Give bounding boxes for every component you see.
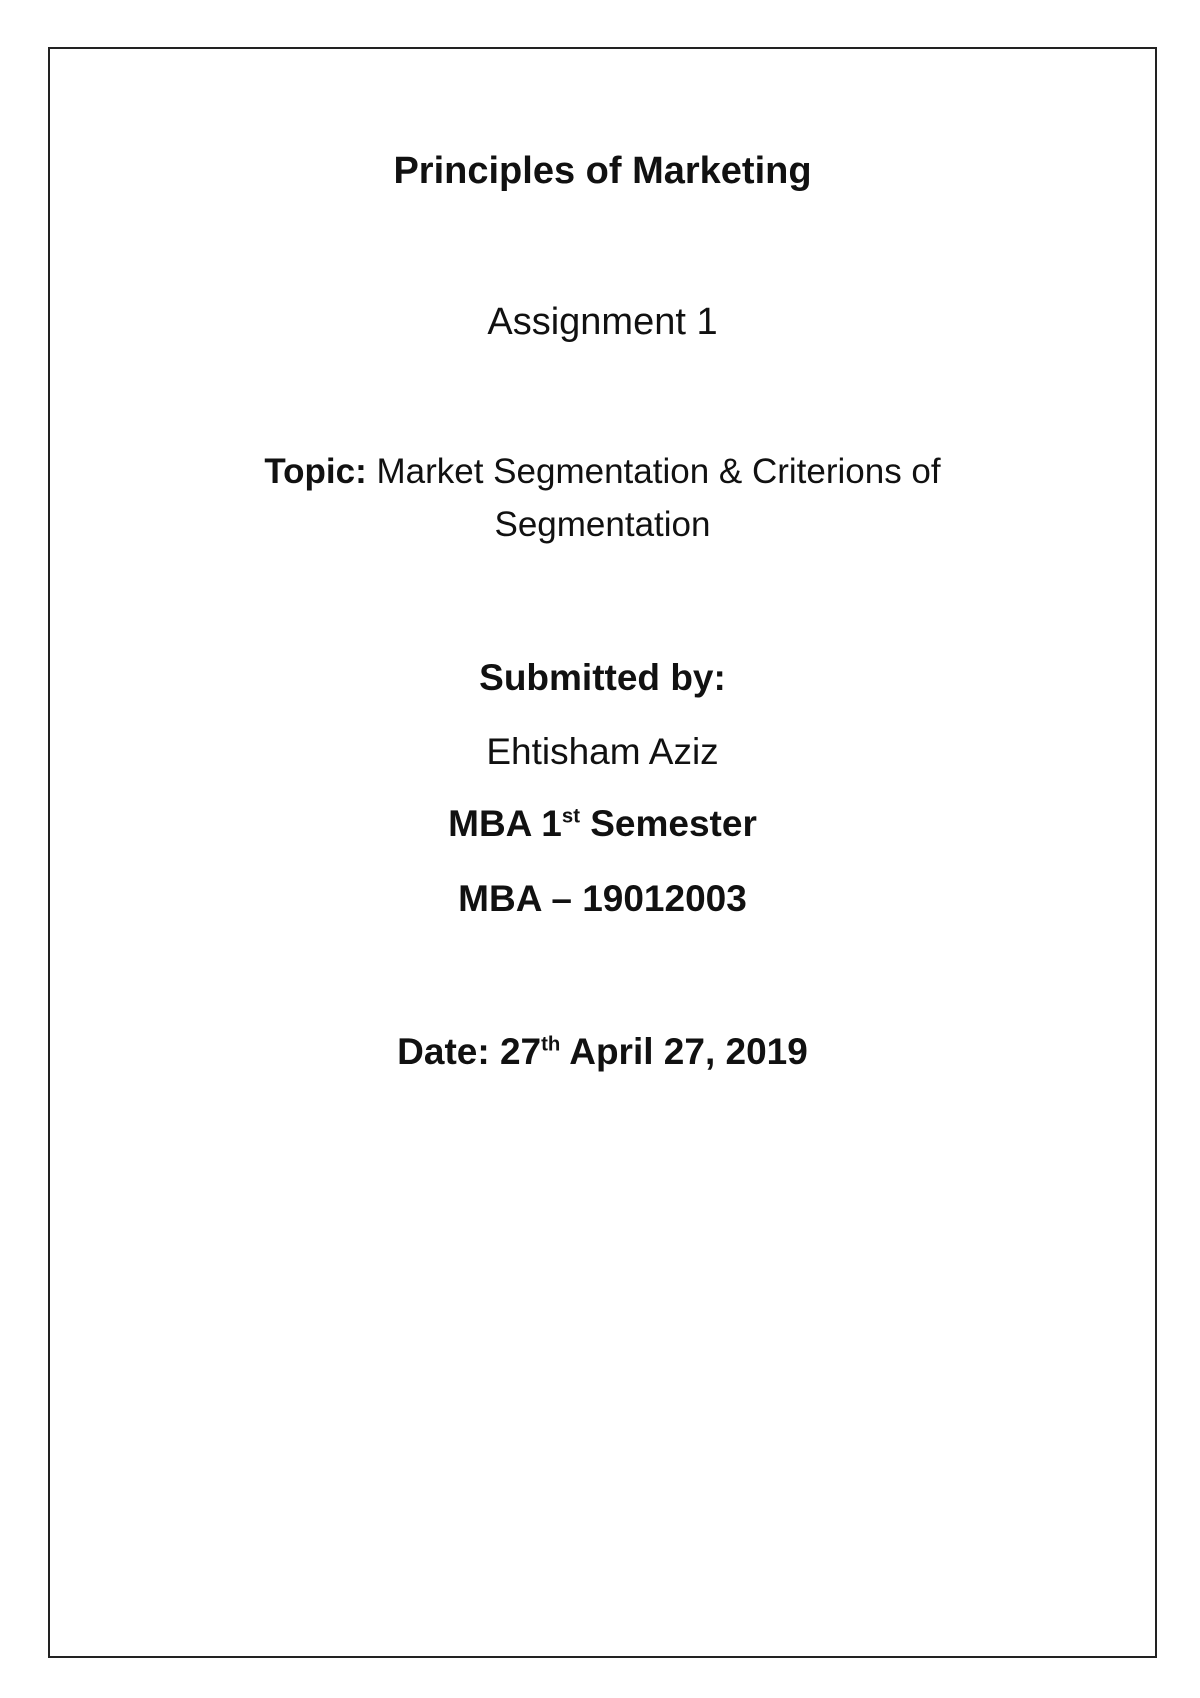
topic-text: Market Segmentation & Criterions of	[376, 452, 941, 491]
topic-text-continued: Segmentation	[494, 505, 711, 544]
topic-label: Topic:	[264, 452, 367, 491]
student-name: Ehtisham Aziz	[486, 731, 719, 772]
submission-date	[48, 1031, 1157, 1073]
submitted-by-label: Submitted by:	[479, 657, 726, 698]
topic-line	[48, 452, 1157, 492]
semester	[48, 803, 1157, 845]
semester-prefix: MBA 1	[448, 803, 562, 844]
date-prefix: Date: 27	[397, 1031, 542, 1072]
page-border	[48, 47, 1157, 1658]
roll-number: MBA – 19012003	[458, 878, 747, 919]
course-title: Principles of Marketing	[393, 150, 812, 192]
assignment-number: Assignment 1	[487, 301, 718, 343]
date-rest: April 27, 2019	[560, 1031, 808, 1072]
date-ordinal: th	[541, 1033, 561, 1056]
semester-ordinal: st	[561, 805, 580, 828]
semester-rest: Semester	[579, 803, 757, 844]
